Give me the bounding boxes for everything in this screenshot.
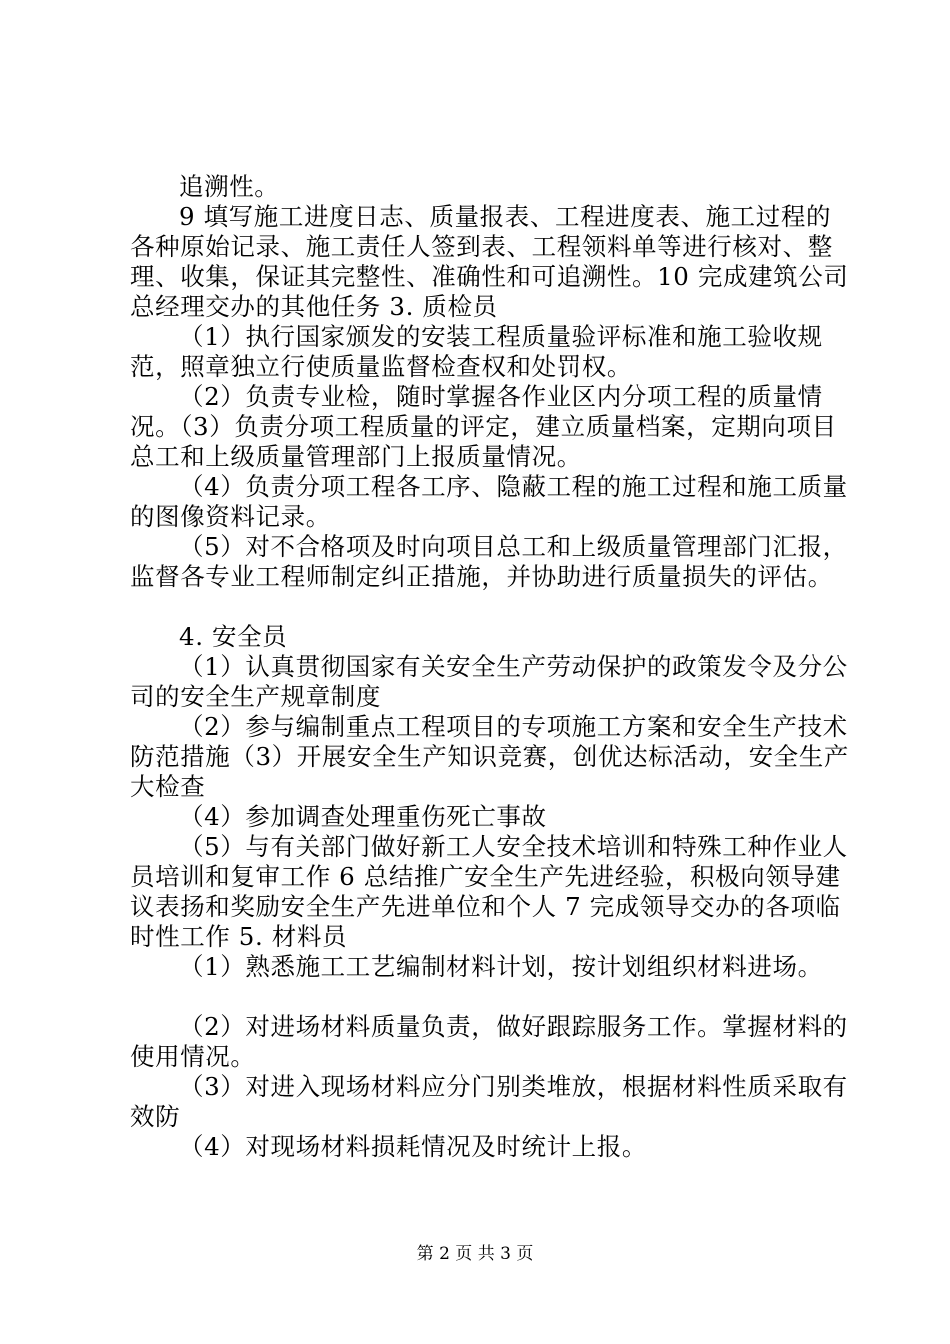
paragraph-qc-5: （5）对不合格项及时向项目总工和上级质量管理部门汇报，监督各专业工程师制定纠正措施，并协助进行质量损失的评估。 bbox=[130, 532, 848, 591]
paragraph-safety-5: （5）与有关部门做好新工人安全技术培训和特殊工种作业人员培训和复审工作 6 总结推广安全生产先进经验，积极向领导建议表扬和奖励安全生产先进单位和个人 7 完成领导交办的各项临时性工作 5. 材料员 bbox=[130, 832, 848, 951]
paragraph-material-1: （1）熟悉施工工艺编制材料计划，按计划组织材料进场。 bbox=[179, 952, 823, 981]
paragraph-safety-1: （1）认真贯彻国家有关安全生产劳动保护的政策发令及分公司的安全生产规章制度 bbox=[130, 652, 848, 711]
paragraph-safety-2: （2）参与编制重点工程项目的专项施工方案和安全生产技术防范措施（3）开展安全生产知识竞赛，创优达标活动，安全生产大检查 bbox=[130, 712, 849, 801]
section-heading-safety: 4. 安全员 bbox=[179, 622, 288, 651]
paragraph-material-2: （2）对进场材料质量负责，做好跟踪服务工作。掌握材料的使用情况。 bbox=[130, 1012, 848, 1071]
paragraph-qc-2: （2）负责专业检，随时掌握各作业区内分项工程的质量情况。（3）负责分项工程质量的评定，建立质量档案，定期向项目总工和上级质量管理部门上报质量情况。 bbox=[130, 382, 837, 471]
paragraph-traceability: 追溯性。 bbox=[179, 172, 280, 201]
paragraph-qc-4: （4）负责分项工程各工序、隐蔽工程的施工过程和施工质量的图像资料记录。 bbox=[130, 472, 848, 531]
document-body bbox=[130, 172, 850, 1162]
paragraph-safety-4: （4）参加调查处理重伤死亡事故 bbox=[179, 802, 547, 831]
paragraph-material-3: （3）对进入现场材料应分门别类堆放，根据材料性质采取有效防 bbox=[130, 1072, 848, 1131]
page-number-footer: 第 2 页 共 3 页 bbox=[416, 1244, 534, 1264]
paragraph-material-4: （4）对现场材料损耗情况及时统计上报。 bbox=[179, 1132, 647, 1161]
paragraph-item-9: 9 填写施工进度日志、质量报表、工程进度表、施工过程的各种原始记录、施工责任人签到表、工程领料单等进行核对、整理、收集，保证其完整性、准确性和可追溯性。10 完成建筑公司总经理交办的其他任务 3. 质检员 bbox=[130, 202, 849, 321]
paragraph-qc-1: （1）执行国家颁发的安装工程质量验评标准和施工验收规范，照章独立行使质量监督检查权和处罚权。 bbox=[130, 322, 823, 381]
